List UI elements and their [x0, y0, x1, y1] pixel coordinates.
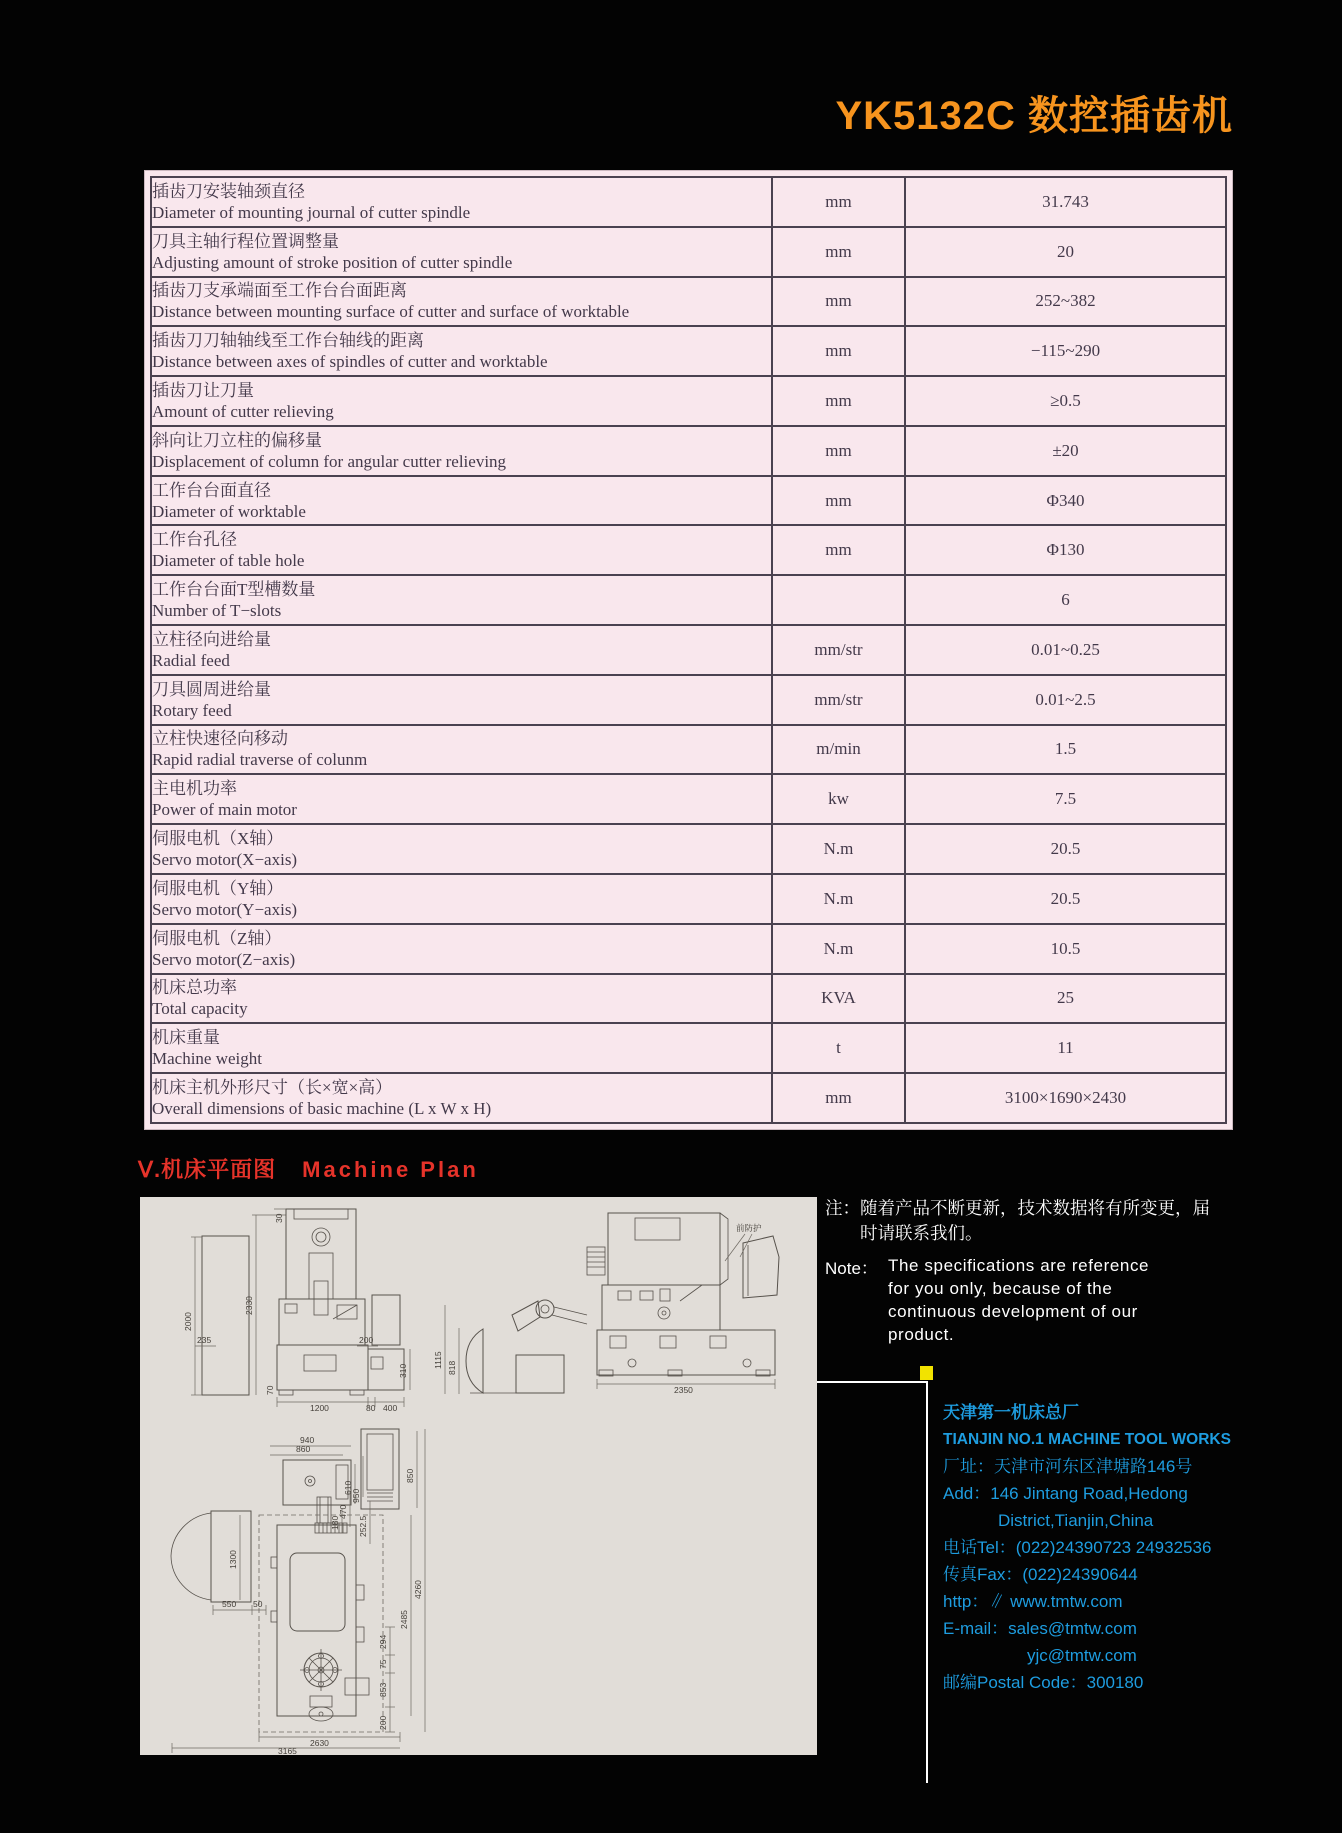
spec-unit-cell: KVA	[772, 974, 905, 1024]
table-row	[151, 625, 1226, 675]
page-title: YK5132C 数控插齿机	[835, 94, 1233, 138]
contact-address-en2: District,Tianjin,China	[998, 1511, 1154, 1530]
note-en-line: product.	[888, 1325, 955, 1344]
spec-value-cell: Φ340	[905, 476, 1226, 526]
dim-label: 2000	[183, 1312, 193, 1331]
spec-label-en: Rapid radial traverse of colunm	[152, 750, 368, 770]
spec-label-en: Distance between mounting surface of cutter and surface of worktable	[152, 302, 630, 322]
spec-label-cell	[151, 376, 772, 426]
spec-label-en: Diameter of mounting journal of cutter spindle	[152, 202, 471, 222]
machine-plan-drawing	[140, 1197, 817, 1755]
print-artifact-dash: —	[1048, 318, 1062, 333]
dim-label: 610	[343, 1480, 353, 1495]
dim-label: 75	[378, 1659, 388, 1669]
spec-label-zh: 伺服电机（Z轴）	[152, 928, 282, 948]
spec-unit-cell: mm	[772, 476, 905, 526]
contact-block	[943, 1399, 1333, 1696]
spec-label-cell	[151, 227, 772, 277]
spec-unit-cell: t	[772, 1023, 905, 1073]
spec-unit-cell: mm	[772, 426, 905, 476]
spec-label-en: Number of T−slots	[152, 601, 282, 621]
spec-label-en: Servo motor(X−axis)	[152, 850, 298, 870]
spec-label-zh: 刀具主轴行程位置调整量	[152, 231, 339, 251]
dim-label: 235	[197, 1335, 212, 1345]
dim-label: 200	[378, 1715, 388, 1730]
dim-label: 310	[398, 1363, 408, 1378]
spec-table	[150, 176, 1227, 1124]
table-row	[151, 476, 1226, 526]
divider-line-vertical	[926, 1381, 928, 1783]
spec-value-cell: 6	[905, 575, 1226, 625]
spec-label-en: Diameter of worktable	[152, 501, 306, 521]
table-row	[151, 525, 1226, 575]
spec-table-frame	[144, 170, 1233, 1130]
note-block	[825, 1196, 1340, 1346]
spec-value-cell: 11	[905, 1023, 1226, 1073]
spec-unit-cell: mm	[772, 525, 905, 575]
note-zh-line1: 注：随着产品不断更新，技术数据将有所变更，届	[825, 1198, 1210, 1218]
spec-value-cell: 20.5	[905, 874, 1226, 924]
section-heading	[138, 1153, 479, 1184]
spec-value-cell: 25	[905, 974, 1226, 1024]
spec-unit-cell	[772, 575, 905, 625]
dim-label: 470	[338, 1504, 348, 1519]
contact-fax: 传真Fax：(022)24390644	[943, 1565, 1138, 1584]
spec-value-cell: 20	[905, 227, 1226, 277]
spec-unit-cell: m/min	[772, 725, 905, 775]
table-row	[151, 874, 1226, 924]
spec-unit-cell: kw	[772, 774, 905, 824]
contact-website: http：∥ www.tmtw.com	[943, 1592, 1123, 1611]
spec-value-cell: 10.5	[905, 924, 1226, 974]
spec-label-en: Total capacity	[152, 999, 248, 1019]
spec-unit-cell: mm	[772, 1073, 905, 1123]
dim-label: 1300	[228, 1550, 238, 1569]
spec-value-cell: 1.5	[905, 725, 1226, 775]
spec-label-zh: 机床主机外形尺寸（长×宽×高）	[152, 1078, 393, 1098]
spec-unit-cell: N.m	[772, 924, 905, 974]
spec-label-en: Displacement of column for angular cutter relieving	[152, 451, 507, 471]
spec-label-en: Overall dimensions of basic machine (L x W x H)	[152, 1099, 492, 1119]
dim-label: 180	[330, 1515, 340, 1530]
spec-label-zh: 立柱快速径向移动	[152, 729, 288, 749]
yellow-marker	[920, 1366, 933, 1380]
spec-label-cell	[151, 326, 772, 376]
table-row	[151, 277, 1226, 327]
spec-value-cell: 0.01~2.5	[905, 675, 1226, 725]
spec-value-cell: Φ130	[905, 525, 1226, 575]
dim-label: 400	[383, 1403, 398, 1413]
spec-label-cell	[151, 874, 772, 924]
contact-tel: 电话Tel：(022)24390723 24932536	[943, 1538, 1212, 1557]
contact-email-1: E-mail：sales@tmtw.com	[943, 1619, 1137, 1638]
spec-label-cell	[151, 974, 772, 1024]
dim-label: 50	[253, 1599, 263, 1609]
spec-label-zh: 插齿刀刀轴轴线至工作台轴线的距离	[152, 331, 424, 351]
spec-unit-cell: mm/str	[772, 675, 905, 725]
spec-unit-cell: mm/str	[772, 625, 905, 675]
spec-label-cell	[151, 774, 772, 824]
spec-value-cell: ≥0.5	[905, 376, 1226, 426]
spec-label-zh: 伺服电机（Y轴）	[152, 878, 284, 898]
spec-label-en: Adjusting amount of stroke position of cutter spindle	[152, 252, 513, 272]
contact-address-zh: 厂址：天津市河东区津塘路146号	[943, 1457, 1193, 1476]
table-row	[151, 675, 1226, 725]
dim-label: 2350	[674, 1385, 693, 1395]
contact-address-en1: Add：146 Jintang Road,Hedong	[943, 1484, 1188, 1503]
spec-label-cell	[151, 1073, 772, 1123]
dim-label: 30	[274, 1213, 284, 1223]
spec-value-cell: 0.01~0.25	[905, 625, 1226, 675]
table-row	[151, 824, 1226, 874]
spec-unit-cell: N.m	[772, 824, 905, 874]
spec-label-cell	[151, 426, 772, 476]
dim-label: 850	[405, 1468, 415, 1483]
spec-value-cell: 3100×1690×2430	[905, 1073, 1226, 1123]
dim-label: 3165	[278, 1746, 297, 1755]
dim-label: 818	[447, 1360, 457, 1375]
spec-label-en: Servo motor(Y−axis)	[152, 899, 298, 919]
spec-label-zh: 插齿刀让刀量	[152, 381, 254, 401]
side-view	[433, 1213, 779, 1395]
spec-label-en: Radial feed	[152, 650, 230, 670]
spec-value-cell: −115~290	[905, 326, 1226, 376]
spec-label-en: Rotary feed	[152, 700, 232, 720]
spec-label-en: Distance between axes of spindles of cutter and worktable	[152, 352, 548, 372]
note-en-line: The specifications are reference	[888, 1256, 1150, 1275]
spec-label-en: Diameter of table hole	[152, 551, 305, 571]
dim-label: 950	[351, 1488, 361, 1503]
spec-label-zh: 主电机功率	[152, 779, 237, 799]
table-row	[151, 426, 1226, 476]
spec-label-cell	[151, 525, 772, 575]
machine-plan-svg	[140, 1197, 817, 1755]
table-row	[151, 924, 1226, 974]
spec-label-zh: 刀具圆周进给量	[152, 679, 271, 699]
table-row	[151, 177, 1226, 227]
table-row	[151, 974, 1226, 1024]
dim-label: 200	[359, 1335, 374, 1345]
dim-label: 252.5	[358, 1515, 368, 1537]
section-heading-zh: Ⅴ.机床平面图	[138, 1157, 277, 1182]
spec-unit-cell: mm	[772, 326, 905, 376]
spec-value-cell: 252~382	[905, 277, 1226, 327]
spec-table-body	[151, 177, 1226, 1123]
dim-label: 80	[366, 1403, 376, 1413]
note-en-label: Note：	[825, 1259, 878, 1278]
spec-unit-cell: mm	[772, 227, 905, 277]
spec-label-zh: 机床重量	[152, 1028, 220, 1048]
dim-label: 860	[296, 1444, 311, 1454]
spec-unit-cell: mm	[772, 376, 905, 426]
spec-value-cell: ±20	[905, 426, 1226, 476]
spec-label-cell	[151, 924, 772, 974]
spec-label-zh: 立柱径向进给量	[152, 629, 271, 649]
dim-label: 853	[378, 1682, 388, 1697]
spec-label-en: Power of main motor	[152, 800, 297, 820]
dim-label: 940	[300, 1435, 315, 1445]
spec-value-cell: 7.5	[905, 774, 1226, 824]
plan-view	[171, 1429, 425, 1755]
spec-label-zh: 工作台孔径	[152, 530, 237, 550]
spec-unit-cell: mm	[772, 177, 905, 227]
dim-label: 550	[222, 1599, 237, 1609]
note-en-lines	[888, 1254, 1149, 1346]
note-en-line: for you only, because of the	[888, 1279, 1113, 1298]
spec-label-cell	[151, 725, 772, 775]
spec-label-cell	[151, 625, 772, 675]
dim-label: 70	[265, 1385, 275, 1395]
table-row	[151, 326, 1226, 376]
contact-postal-code: 邮编Postal Code：300180	[943, 1673, 1144, 1692]
spec-label-zh: 伺服电机（X轴）	[152, 829, 284, 849]
spec-label-cell	[151, 277, 772, 327]
spec-unit-cell: N.m	[772, 874, 905, 924]
spec-label-zh: 工作台台面T型槽数量	[152, 580, 316, 600]
front-view	[183, 1209, 410, 1413]
section-heading-en: Machine Plan	[302, 1157, 479, 1182]
table-row	[151, 227, 1226, 277]
dim-label: 2330	[244, 1296, 254, 1315]
spec-label-cell	[151, 1023, 772, 1073]
spec-label-zh: 工作台台面直径	[152, 480, 271, 500]
spec-label-zh: 斜向让刀立柱的偏移量	[152, 430, 322, 450]
contact-email-2: yjc@tmtw.com	[1027, 1646, 1137, 1665]
company-name-en: TIANJIN NO.1 MACHINE TOOL WORKS	[943, 1431, 1231, 1448]
dim-label: 4260	[413, 1580, 423, 1599]
table-row	[151, 1023, 1226, 1073]
divider-line-horizontal	[817, 1381, 927, 1383]
spec-label-cell	[151, 824, 772, 874]
table-row	[151, 774, 1226, 824]
table-row	[151, 1073, 1226, 1123]
table-row	[151, 725, 1226, 775]
spec-value-cell: 31.743	[905, 177, 1226, 227]
dim-label: 1200	[310, 1403, 329, 1413]
dim-label: 1115	[433, 1351, 443, 1369]
table-row	[151, 575, 1226, 625]
spec-label-cell	[151, 575, 772, 625]
spec-label-cell	[151, 675, 772, 725]
guard-label: 前防护	[736, 1223, 762, 1233]
spec-label-zh: 插齿刀安装轴颈直径	[152, 181, 305, 201]
spec-label-zh: 插齿刀支承端面至工作台台面距离	[152, 281, 407, 301]
spec-label-en: Amount of cutter relieving	[152, 402, 334, 422]
spec-unit-cell: mm	[772, 277, 905, 327]
table-row	[151, 376, 1226, 426]
company-name-zh: 天津第一机床总厂	[943, 1403, 1079, 1422]
spec-label-cell	[151, 476, 772, 526]
note-zh-line2: 时请联系我们。	[860, 1223, 983, 1243]
spec-label-zh: 机床总功率	[152, 978, 237, 998]
spec-label-en: Machine weight	[152, 1049, 262, 1069]
dim-label: 2630	[310, 1738, 329, 1748]
dim-label: 294	[378, 1634, 388, 1649]
dim-label: 2485	[399, 1610, 409, 1629]
spec-value-cell: 20.5	[905, 824, 1226, 874]
spec-label-en: Servo motor(Z−axis)	[152, 949, 296, 969]
spec-label-cell	[151, 177, 772, 227]
note-en-line: continuous development of our	[888, 1302, 1138, 1321]
